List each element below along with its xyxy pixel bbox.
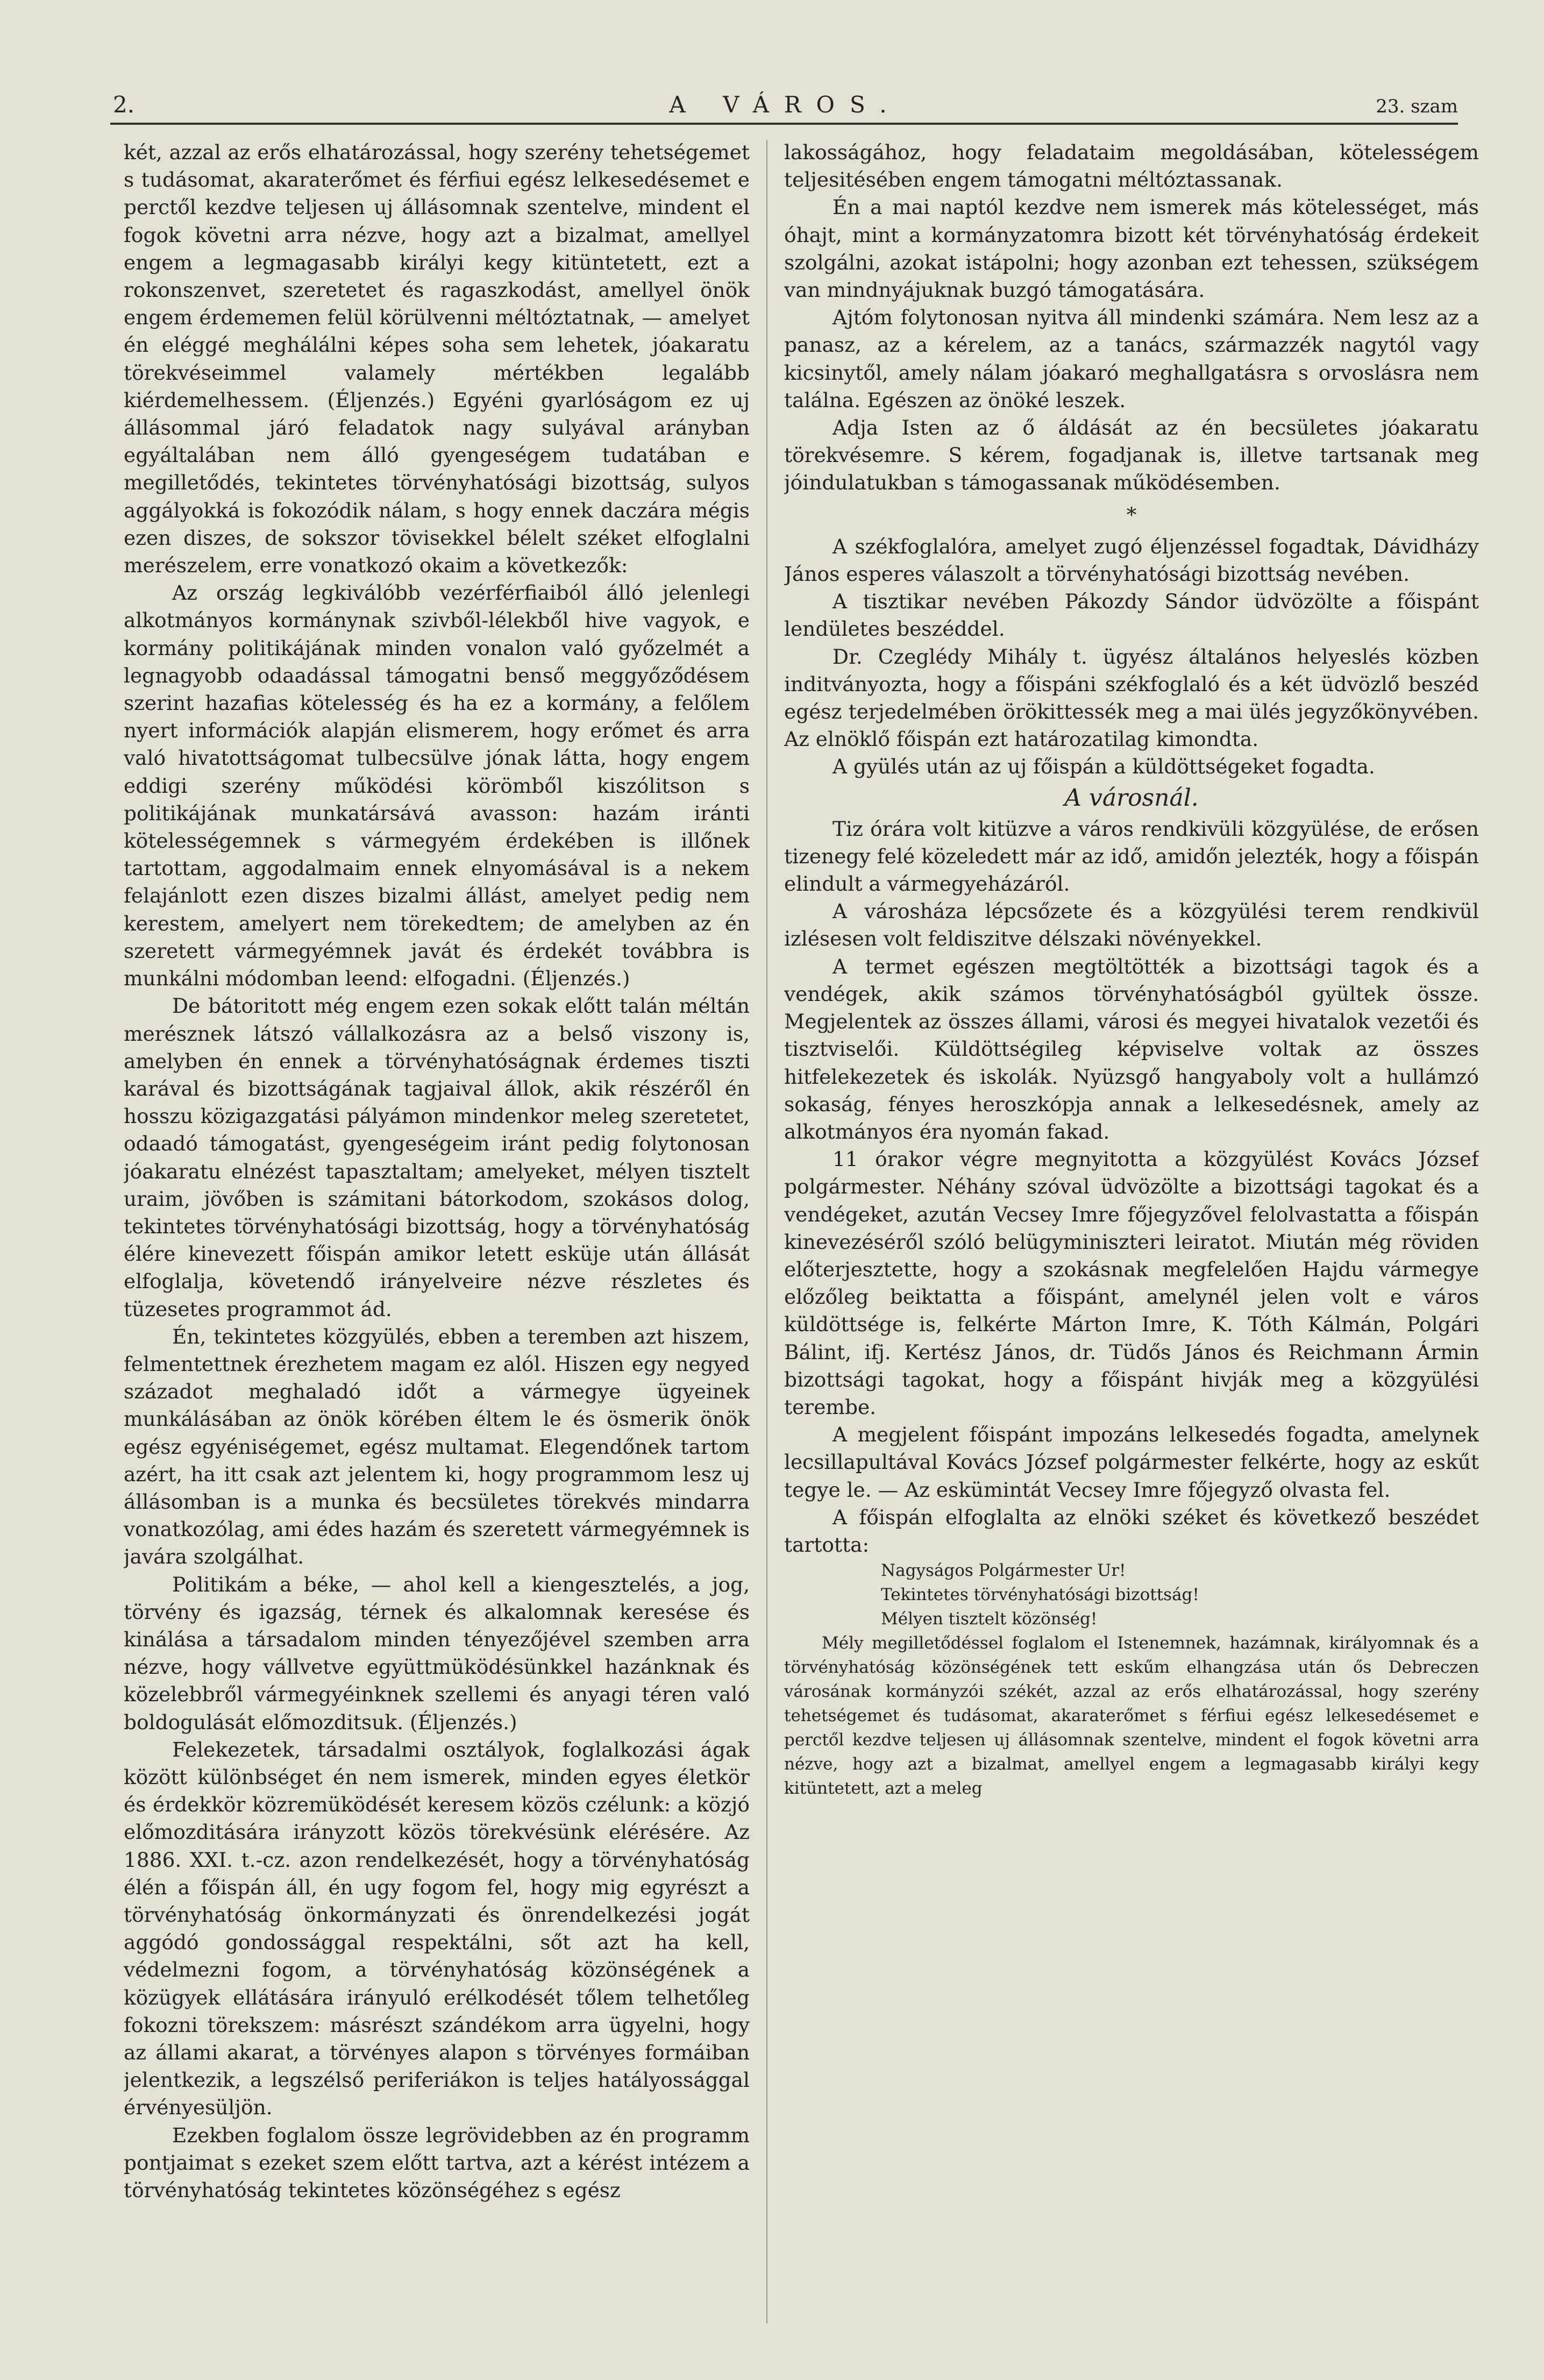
paragraph: A termet egészen megtöltötték a bizottsági tagok és a vendégek, akik számos törvényhatóságból gyültek össze. Megjelentek az összes állami, városi és megyei hivatalok vezetői és tisztviselői. Küldöttségileg képviselve voltak az összes hitfelekezetek és iskolák. Nyüzsgő hangyaboly volt a hullámzó sokaság, fényes heroszkópja annak a lelkesedésnek, amely az alkotmányos éra nyomán fakad. bbox=[784, 954, 1479, 1143]
paragraph: Én a mai naptól kezdve nem ismerek más kötelességet, más óhajt, mint a kormányzatomra bizott két törvényhatóság érdekeit szolgálni, azokat istápolni; hogy azonban ezt tehessen, szükségem van mindnyájuknak buzgó támogatására. bbox=[784, 195, 1479, 302]
paragraph: A tisztikar nevében Pákozdy Sándor üdvözölte a főispánt lendületes beszéddel. bbox=[784, 589, 1479, 641]
section-separator-star: * bbox=[1126, 502, 1137, 527]
issue-number: 23. szam bbox=[1376, 96, 1458, 117]
paragraph: Ezekben foglalom össze legrövidebben az én programm pontjaimat s ezeket szem előtt tartva, azt a kérést intézem a törvényhatóság tekintetes közönségéhez s egész bbox=[124, 2123, 750, 2203]
paragraph: De bátoritott még engem ezen sokak előtt talán méltán merésznek látszó vállalkozásra az a belső viszony is, amelyben én ennek a törvényhatóságnak érdemes tiszti karával és bizottságának tagjaival állok, akik részéről én hosszu közigazgatási pályámon mindenkor meleg szeretetet, odaadó támogatást, gyengeségeim iránt pedig folytonosan jóakaratu elnézést tapasztaltam; amelyeket, mélyen tisztelt uraim, jövőben is számitani bátorkodom, szokásos dolog, tekintetes törvényhatósági bizottság, hogy a törvényhatóság élére kinevezett főispán amikor letett esküje után állását elfoglalja, követendő irányelveire nézve részletes és tüzesetes programmot ád. bbox=[124, 994, 750, 1321]
speech-block bbox=[784, 1559, 1479, 1801]
paragraph: A székfoglalóra, amelyet zugó éljenzéssel fogadtak, Dávidházy János esperes válaszolt a törvényhatósági bizottság nevében. bbox=[784, 534, 1479, 586]
section-subheading: A városnál. bbox=[1064, 784, 1199, 812]
speech-greeting: Tekintetes törvényhatósági bizottság! bbox=[881, 1585, 1199, 1605]
paragraph: Az ország legkiválóbb vezérférfiaiból álló jelenlegi alkotmányos kormánynak szivből-lélekből hive vagyok, e kormány politikájának minden vonalon való győzelmét a legnagyobb odaadással támogatni benső meggyőződésem szerint hazafias kötelesség és ha ez a kormány, a felőlem nyert információk alapján elismerem, hogy erőmet és arra való hivatottságomat tulbecsülve jónak látta, hogy engem eddigi szerény működési körömből kiszólitson s politikájának munkatársává avasson: hazám iránti kötelességemnek s vármegyém érdekében is illőnek tartottam, aggodalmaim ennek elnyomásával is a nekem felajánlott ezen diszes bizalmi állást, amelyet pedig nem kerestem, amelyert nem törekedtem; de amelyben az én szeretett vármegyémnek javát és érdekét továbbra is munkálni módomban leend: elfogadni. (Éljenzés.) bbox=[124, 581, 750, 991]
paragraph: Ajtóm folytonosan nyitva áll mindenki számára. Nem lesz az a panasz, az a kérelem, az a tanács, származzék nagytól vagy kicsinytől, amely nálam jóakaró meghallgatásra s orvoslásra nem találna. Egészen az önöké leszek. bbox=[784, 306, 1479, 412]
header-rule bbox=[110, 123, 1458, 125]
speech-greeting: Mélyen tisztelt közönség! bbox=[881, 1609, 1098, 1629]
paragraph: Politikám a béke, — ahol kell a kiengesztelés, a jog, törvény és igazság, térnek és alkalomnak keresése és kinálása a társadalom minden tényezőjével szemben arra nézve, hogy vállvetve együttmüködésünkkel hazánknak és közelebbről vármegyéinknek szellemi és anyagi téren való boldogulását előmozditsuk. (Éljenzés.) bbox=[124, 1572, 750, 1734]
paragraph: 11 órakor végre megnyitotta a közgyülést Kovács József polgármester. Néhány szóval üdvözölte a bizottsági tagokat és a vendégeket, azután Vecsey Imre főjegyzővel felolvastatta a főispán kinevezéséről szóló belügyminiszteri leiratot. Miután még röviden előterjesztette, hogy a szokásnak megfelelően Hajdu vármegye előzőleg beiktatta a főispánt, amelynél jelen volt e város küldöttsége is, felkérte Márton Imre, K. Tóth Kálmán, Polgári Bálint, ifj. Kertész János, dr. Tüdős János és Reichmann Ármin bizottsági tagokat, hogy a főispánt hivják meg a közgyülési terembe. bbox=[784, 1147, 1479, 1419]
speech-paragraph: Mély megilletődéssel foglalom el Istenemnek, hazámnak, királyomnak és a törvényhatóság közönségének tett eskűm elhangzása után ős Debreczen városának kormányzói székét, azzal az erős elhatározással, hogy szerény tehetségemet és tudásomat, akaraterőmet s férfiui egész lelkesedésemet e perctől kezdve teljesen uj állásomnak szentelve, mindent el fogok követni arra nézve, hogy azt a bizalmat, amellyel engem a legmagasabb királyi kegy kitüntetett, azt a meleg bbox=[784, 1633, 1479, 1799]
paragraph: Felekezetek, társadalmi osztályok, foglalkozási ágak között különbséget én nem ismerek, minden egyes életkör és érdekkör közremüködését keresem közös czélunk: a közjó előmozditására irányzott közös törekvésünk elérésére. Az 1886. XXI. t.-cz. azon rendelkezését, hogy a törvényhatóság élén a főispán áll, én ugy fogom fel, hogy mig egyrészt a törvényhatóság önkormányzati és önrendelkezési jogát aggódó gondossággal respektálni, sőt azt ha kell, védelmezni fogom, a törvényhatóság közönségének a közügyek ellátására irányuló erélkodését tőlem telhetőleg fokozni törekszem: másrészt szándékom arra ügyelni, hogy az állami akarat, a törvényes alapon s törvényes formáiban jelentkezik, a legszélső periferiákon is teljes hatályossággal érvényesüljön. bbox=[124, 1737, 750, 2120]
paragraph: Tiz órára volt kitüzve a város rendkivüli közgyülése, de erősen tizenegy felé közeledett már az idő, amidőn jelezték, hogy a főispán elindult a vármegyeházáról. bbox=[784, 816, 1479, 896]
paragraph: lakosságához, hogy feladataim megoldásában, kötelességem teljesitésében engem támogatni méltóztassanak. bbox=[784, 140, 1479, 192]
speech-greeting: Nagyságos Polgármester Ur! bbox=[881, 1561, 1126, 1581]
right-column bbox=[784, 139, 1479, 2322]
paragraph: Adja Isten az ő áldását az én becsületes jóakaratu törekvésemre. S kérem, fogadjanak is, illetve tartsanak meg jóindulatukban s támogassanak működésemben. bbox=[784, 416, 1479, 495]
masthead-title: A VÁROS. bbox=[669, 91, 902, 118]
page-number: 2. bbox=[113, 91, 135, 118]
paragraph: A főispán elfoglalta az elnöki széket és következő beszédet tartotta: bbox=[784, 1505, 1479, 1557]
left-column bbox=[124, 139, 750, 2322]
column-divider bbox=[766, 140, 767, 2324]
paragraph: két, azzal az erős elhatározással, hogy szerény tehetségemet s tudásomat, akaraterőmet és férfiui egész lelkesedésemet e perctől kezdve teljesen uj állásomnak szentelve, mindent el fogok követni arra nézve, hogy azt a bizalmat, amellyel engem a legmagasabb királyi kegy kitüntetett, ezt a rokonszenvet, szeretetet és ragaszkodást, amellyel önök engem érdememen felül körülvenni méltóztatnak, — amelyet én eléggé meghálálni képes soha sem lehetek, jóakaratu törekvéseimmel valamely mértékben legalább kiérdemelhessem. (Éljenzés.) Egyéni gyarlóságom ez uj állásommal járó feladatok nagy sulyával arányban egyáltalában nem álló gyengeségem tudatában e megilletődés, tekintetes törvényhatósági bizottság, sulyos aggályokká is fokozódik nálam, s hogy ennek daczára mégis ezen diszes, de sokszor tövisekkel bélelt széket elfoglalni merészelem, erre vonatkozó okaim a következők: bbox=[124, 140, 750, 578]
paragraph: Én, tekintetes közgyülés, ebben a teremben azt hiszem, felmentettnek érezhetem magam ez alól. Hiszen egy negyed századot meghaladó időt a vármegye ügyeinek munkálásában az önök körében éltem le és ösmerik önök egész egyéniségemet, egész multamat. Elegendőnek tartom azért, ha itt csak azt jelentem ki, hogy programmom lesz uj állásomban is a munka és becsületes törekvés mindarra vonatkozólag, ami édes hazám és szeretett vármegyémnek is javára szolgálhat. bbox=[124, 1324, 750, 1569]
paragraph: A városháza lépcsőzete és a közgyülési terem rendkivül izlésesen volt feldiszitve délszaki növényekkel. bbox=[784, 899, 1479, 951]
paragraph: A megjelent főispánt impozáns lelkesedés fogadta, amelynek lecsillapultával Kovács József polgármester felkérte, hogy az eskűt tegye le. — Az eskümintát Vecsey Imre főjegyző olvasta fel. bbox=[784, 1423, 1479, 1502]
paragraph: Dr. Czeglédy Mihály t. ügyész általános helyeslés közben inditványozta, hogy a főispáni székfoglaló és a két üdvözlő beszéd egész terjedelmében örökittessék meg a mai ülés jegyzőkönyvében. Az elnöklő főispán ezt határozatilag kimondta. bbox=[784, 644, 1479, 751]
paragraph: A gyülés után az uj főispán a küldöttségeket fogadta. bbox=[833, 755, 1375, 779]
